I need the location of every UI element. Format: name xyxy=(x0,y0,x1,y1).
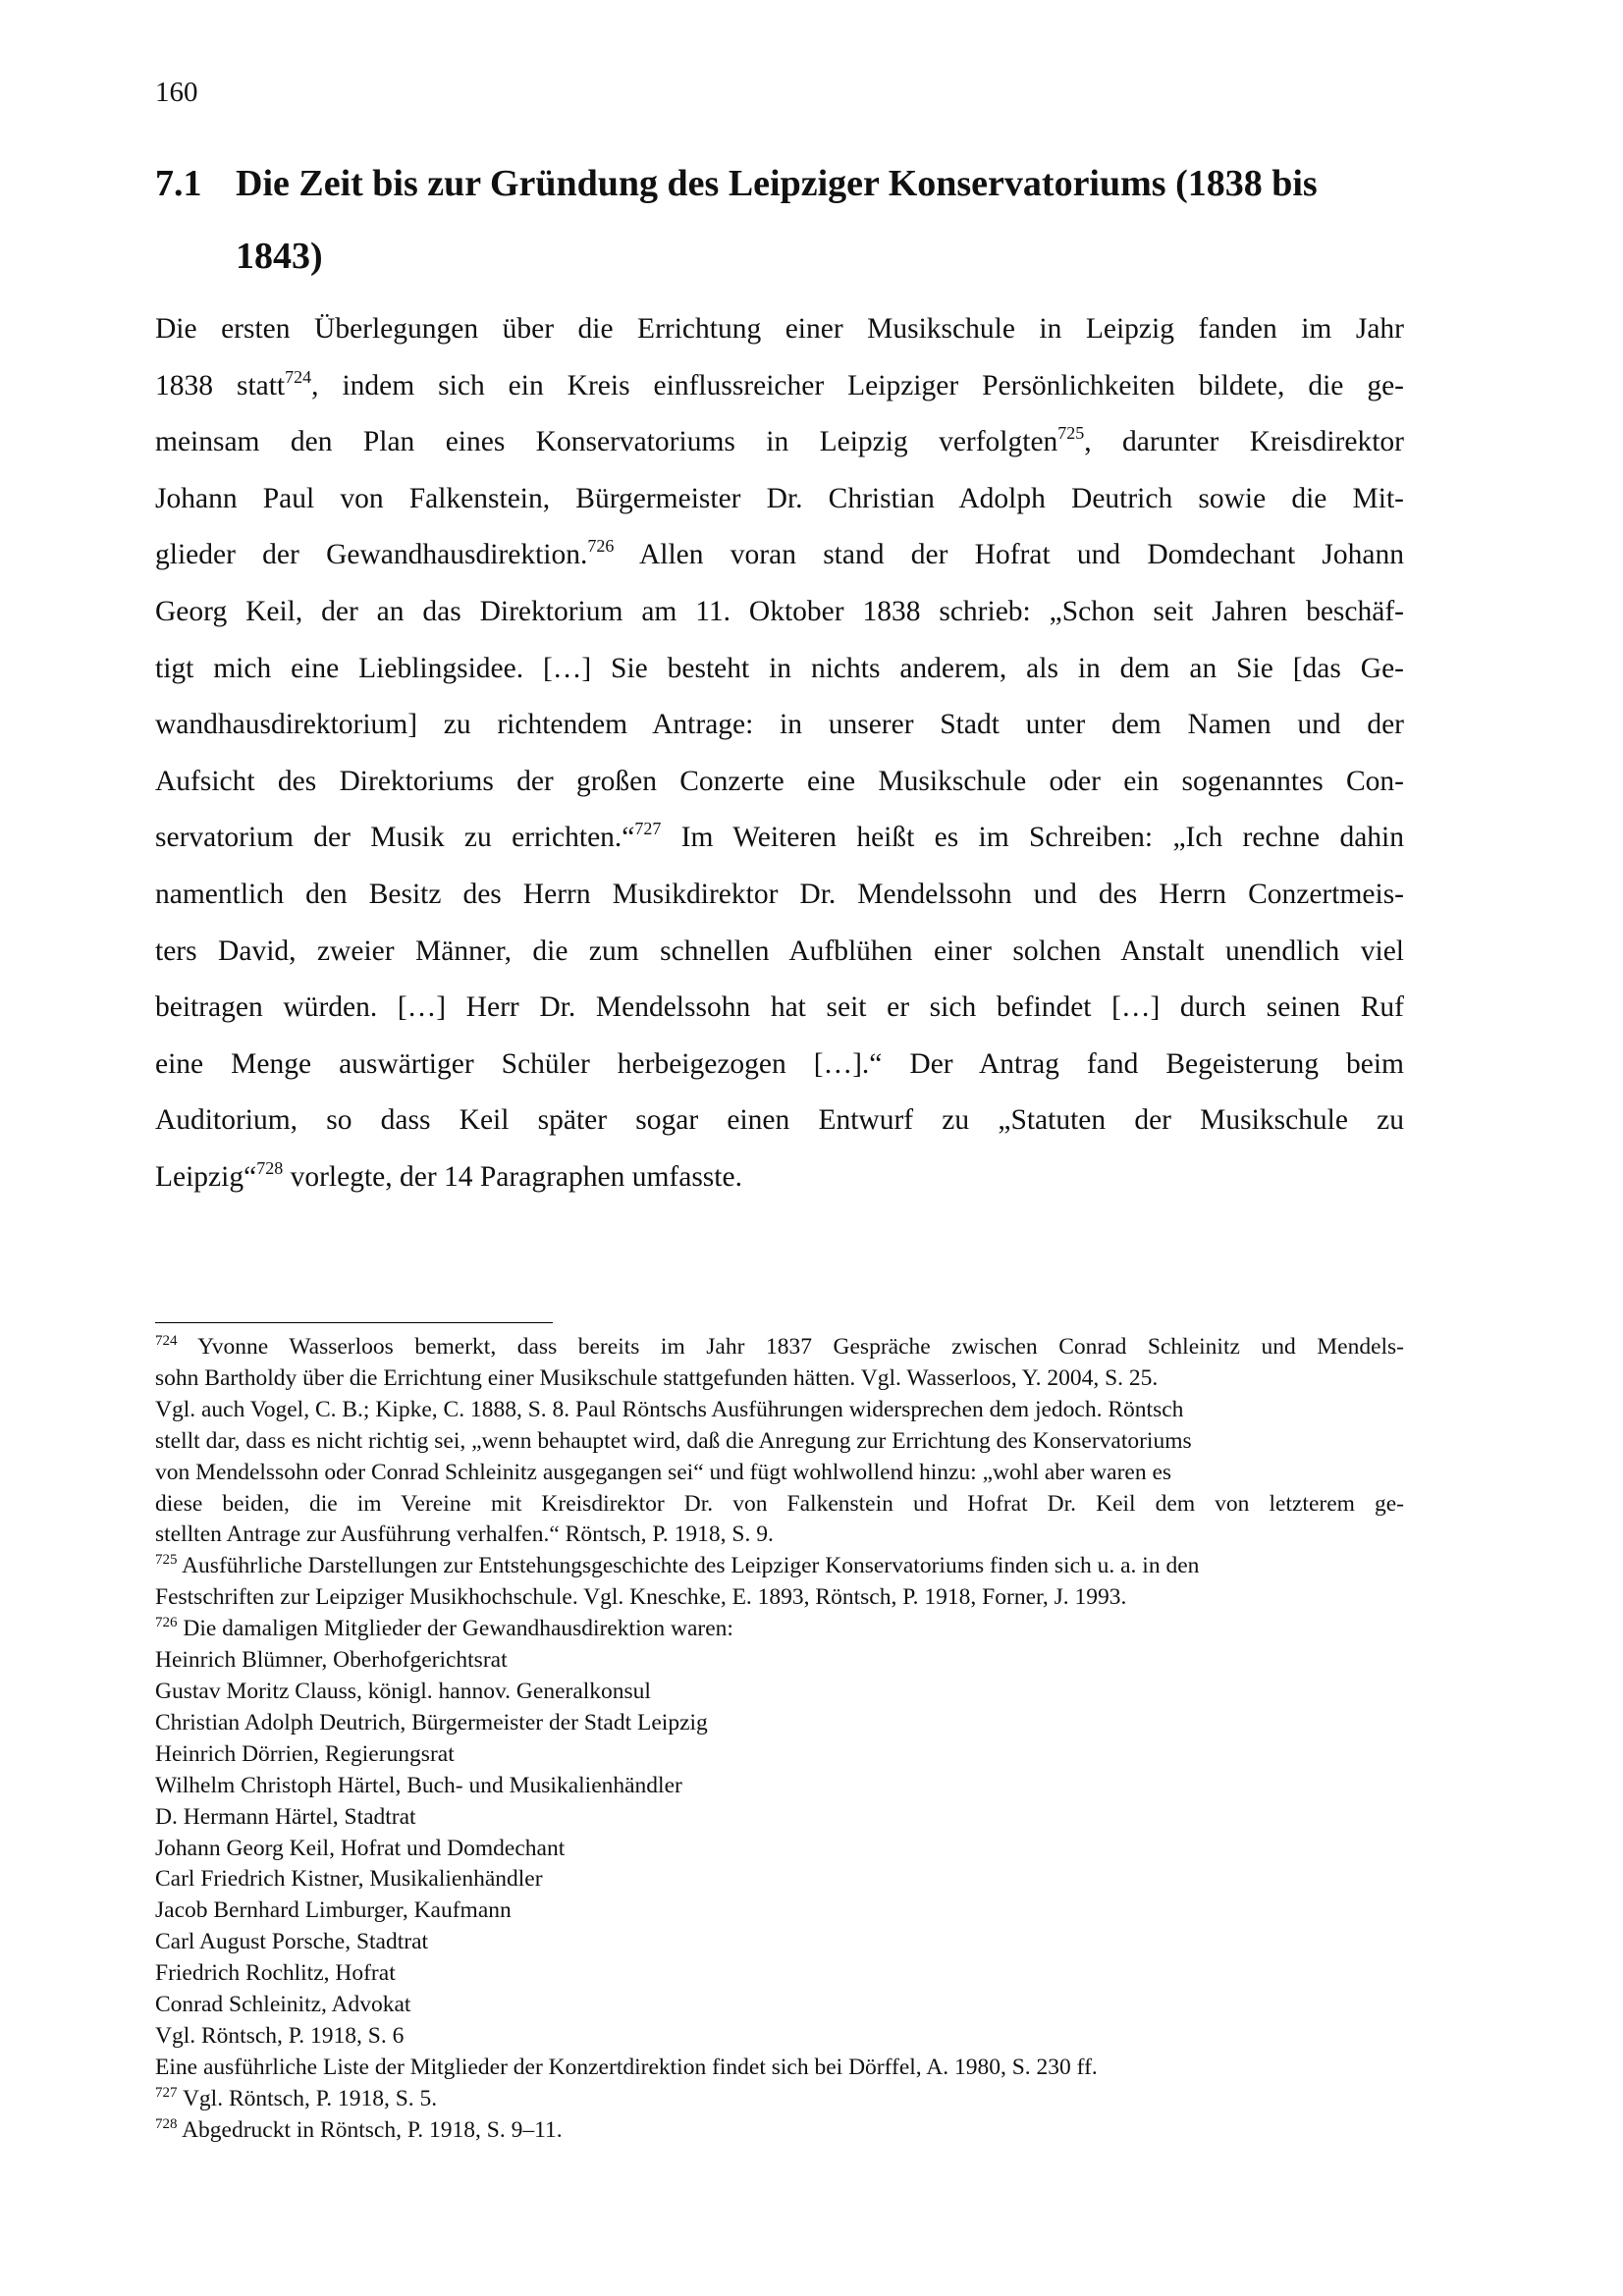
footnote-text: Die damaligen Mitglieder der Gewandhausdirektion waren: xyxy=(177,1616,733,1642)
body-text-run: 1838 statt xyxy=(155,369,286,401)
body-line xyxy=(155,641,1404,698)
body-text-run: tigt mich eine Lieblingsidee. […] Sie besteht in nichts anderem, als in dem an Sie [das Ge- xyxy=(155,652,1404,684)
section-heading-line-1 xyxy=(155,147,1432,220)
footnote-text: Abgedruckt in Röntsch, P. 1918, S. 9–11. xyxy=(177,2116,563,2143)
body-text-run: meinsam den Plan eines Konservatoriums in Leipzig verfolgten xyxy=(155,426,1058,458)
body-line xyxy=(155,584,1404,641)
footnote-number: 726 xyxy=(155,1615,178,1631)
body-text-run: ters David, zweier Männer, die zum schnellen Aufblühen einer solchen Anstalt unendlich viel xyxy=(155,934,1404,967)
footnote-text: Ausführliche Darstellungen zur Entstehungsgeschichte des Leipziger Konservatoriums finden sich u. a. in den xyxy=(177,1553,1200,1579)
section-number: 7.1 xyxy=(155,163,202,204)
body-line xyxy=(155,301,1404,358)
body-line xyxy=(155,527,1404,584)
body-line xyxy=(155,1037,1404,1094)
footnote-number: 725 xyxy=(155,1552,178,1569)
body-line xyxy=(155,980,1404,1037)
page-number: 160 xyxy=(155,77,198,108)
body-text-run: Die ersten Überlegungen über die Errichtung einer Musikschule in Leipzig fanden im Jahr xyxy=(155,313,1404,345)
footnote-number: 728 xyxy=(155,2115,178,2132)
body-text-run: vorlegte, der 14 Paragraphen umfasste. xyxy=(283,1160,742,1193)
footnote-line xyxy=(155,2021,1404,2053)
body-text-run: beitragen würden. […] Herr Dr. Mendelssohn hat seit er sich befindet […] durch seinen Ruf xyxy=(155,991,1404,1024)
footnote-line xyxy=(155,1896,1404,1927)
footnote-line xyxy=(155,1489,1404,1521)
body-text-run: Im Weiteren heißt es im Schreiben: „Ich rechne dahin xyxy=(661,822,1404,854)
footnote-line xyxy=(155,1958,1404,1990)
footnote-text: Conrad Schleinitz, Advokat xyxy=(155,1992,411,2018)
footnote-text: Carl August Porsche, Stadtrat xyxy=(155,1929,429,1955)
footnote-line xyxy=(155,1363,1404,1395)
footnote-line xyxy=(155,1458,1404,1489)
footnote-text: Heinrich Dörrien, Regierungsrat xyxy=(155,1740,455,1767)
footnote-line xyxy=(155,1739,1404,1771)
footnote-line xyxy=(155,1395,1404,1426)
body-text-run: , darunter Kreisdirektor xyxy=(1084,426,1404,458)
footnote-line xyxy=(155,1614,1404,1645)
footnote-line xyxy=(155,2115,1404,2147)
body-text-run: , indem sich ein Kreis einflussreicher Leipziger Persönlichkeiten bildete, die ge- xyxy=(311,369,1405,401)
footnote-text: Carl Friedrich Kistner, Musikalienhändler xyxy=(155,1866,543,1893)
footnote-text: D. Hermann Härtel, Stadtrat xyxy=(155,1803,416,1830)
footnote-text: Wilhelm Christoph Härtel, Buch- und Musikalienhändler xyxy=(155,1772,682,1798)
body-line xyxy=(155,754,1404,811)
body-text-run: Aufsicht des Direktoriums der großen Conzerte eine Musikschule oder ein sogenanntes Con- xyxy=(155,765,1404,797)
body-text-run: eine Menge auswärtiger Schüler herbeigezogen […].“ Der Antrag fand Begeisterung beim xyxy=(155,1047,1404,1080)
footnote-line xyxy=(155,1990,1404,2021)
footnotes xyxy=(155,1332,1404,2147)
body-text-run: servatorium der Musik zu errichten.“ xyxy=(155,822,635,854)
footnote-ref[interactable]: 727 xyxy=(634,819,662,839)
footnote-text: Jacob Bernhard Limburger, Kaufmann xyxy=(155,1897,512,1924)
body-text-run: namentlich den Besitz des Herrn Musikdirektor Dr. Mendelssohn und des Herrn Conzertmeis- xyxy=(155,878,1404,910)
footnote-text: Johann Georg Keil, Hofrat und Domdechant xyxy=(155,1835,566,1861)
body-line xyxy=(155,358,1404,415)
footnote-number: 724 xyxy=(155,1333,178,1349)
footnote-text: Yvonne Wasserloos bemerkt, dass bereits im Jahr 1837 Gespräche zwischen Conrad Schleinitz und Mendels- xyxy=(177,1334,1404,1360)
footnote-line xyxy=(155,1864,1404,1896)
footnote-text: Friedrich Rochlitz, Hofrat xyxy=(155,1960,396,1987)
footnote-text: Vgl. Röntsch, P. 1918, S. 6 xyxy=(155,2022,405,2049)
footnote-text: von Mendelssohn oder Conrad Schleinitz ausgegangen sei“ und fügt wohlwollend hinzu: „wohl aber waren es xyxy=(155,1459,1172,1485)
footnote-ref[interactable]: 728 xyxy=(256,1157,284,1178)
footnote-ref[interactable]: 725 xyxy=(1057,423,1085,444)
footnote-text: Festschriften zur Leipziger Musikhochschule. Vgl. Kneschke, E. 1893, Röntsch, P. 1918, Forner, J. 1993. xyxy=(155,1584,1127,1611)
footnote-line xyxy=(155,1771,1404,1802)
footnote-ref[interactable]: 724 xyxy=(285,366,312,387)
body-text-run: wandhausdirektorium] zu richtendem Antrage: in unserer Stadt unter dem Namen und der xyxy=(155,709,1404,741)
footnote-line xyxy=(155,2084,1404,2115)
footnote-divider xyxy=(155,1322,553,1323)
footnote-text: stellt dar, dass es nicht richtig sei, „wenn behauptet wird, daß die Anregung zur Errichtung des Konservatoriums xyxy=(155,1427,1192,1454)
footnote-line xyxy=(155,1551,1404,1582)
footnote-line xyxy=(155,1834,1404,1865)
footnote-line xyxy=(155,1426,1404,1458)
footnote-text: Eine ausführliche Liste der Mitglieder der Konzertdirektion findet sich bei Dörffel, A. 1980, S. 230 ff. xyxy=(155,2054,1098,2080)
body-line xyxy=(155,697,1404,754)
body-text-run: Johann Paul von Falkenstein, Bürgermeister Dr. Christian Adolph Deutrich sowie die Mit- xyxy=(155,482,1404,514)
section-title-part-1: Die Zeit bis zur Gründung des Leipziger Konservatoriums (1838 bis xyxy=(236,163,1318,204)
body-line xyxy=(155,471,1404,528)
body-text-run: Georg Keil, der an das Direktorium am 11. Oktober 1838 schrieb: „Schon seit Jahren beschäf- xyxy=(155,595,1404,627)
footnote-text: Vgl. auch Vogel, C. B.; Kipke, C. 1888, S. 8. Paul Röntschs Ausführungen widersprechen dem jedoch. Röntsch xyxy=(155,1396,1184,1422)
footnote-line xyxy=(155,1927,1404,1958)
body-text-run: Allen voran stand der Hofrat und Domdechant Johann xyxy=(614,539,1404,571)
footnote-line xyxy=(155,1582,1404,1614)
footnote-line xyxy=(155,1802,1404,1834)
footnote-line xyxy=(155,1645,1404,1677)
body-line xyxy=(155,1149,1404,1206)
body-line xyxy=(155,414,1404,471)
body-text-run: Leipzig“ xyxy=(155,1160,257,1193)
body-text-run: glieder der Gewandhausdirektion. xyxy=(155,539,588,571)
footnote-line xyxy=(155,1520,1404,1551)
footnote-text: Gustav Moritz Clauss, königl. hannov. Generalkonsul xyxy=(155,1678,651,1704)
footnote-text: stellten Antrage zur Ausführung verhalfen.“ Röntsch, P. 1918, S. 9. xyxy=(155,1522,774,1548)
body-text-run: Auditorium, so dass Keil später sogar einen Entwurf zu „Statuten der Musikschule zu xyxy=(155,1104,1404,1137)
footnote-text: sohn Bartholdy über die Errichtung einer Musikschule stattgefunden hätten. Vgl. Wasserloos, Y. 2004, S. 25. xyxy=(155,1364,1159,1391)
footnote-line xyxy=(155,1677,1404,1708)
footnote-text: Vgl. Röntsch, P. 1918, S. 5. xyxy=(177,2085,438,2111)
footnote-ref[interactable]: 726 xyxy=(587,536,615,557)
body-line xyxy=(155,867,1404,924)
body-paragraph xyxy=(155,301,1404,1206)
body-line xyxy=(155,1093,1404,1149)
footnote-text: Heinrich Blümner, Oberhofgerichtsrat xyxy=(155,1647,508,1674)
section-heading xyxy=(155,147,1432,293)
footnote-text: diese beiden, die im Vereine mit Kreisdirektor Dr. von Falkenstein und Hofrat Dr. Keil dem von letzterem ge- xyxy=(155,1490,1404,1517)
body-line xyxy=(155,810,1404,867)
footnote-line xyxy=(155,2053,1404,2084)
footnote-text: Christian Adolph Deutrich, Bürgermeister der Stadt Leipzig xyxy=(155,1709,708,1735)
body-line xyxy=(155,924,1404,981)
footnote-number: 727 xyxy=(155,2084,178,2101)
footnote-line xyxy=(155,1332,1404,1363)
footnote-line xyxy=(155,1708,1404,1739)
section-title-part-2: 1843) xyxy=(236,236,323,277)
